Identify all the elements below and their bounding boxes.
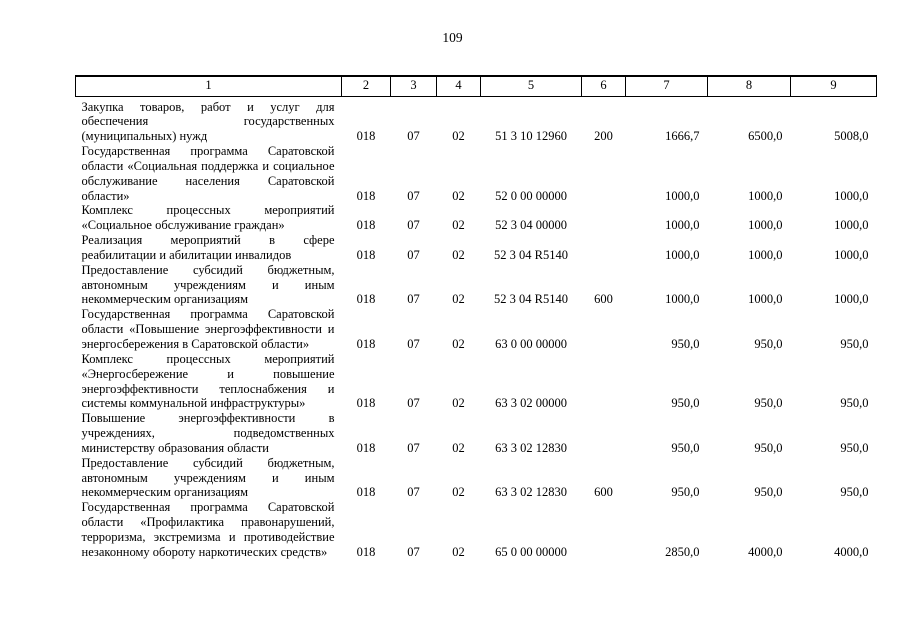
row-value-cell: 950,0 bbox=[671, 337, 700, 351]
row-value-cell: 018 bbox=[356, 337, 376, 351]
row-value-cell: 1000,0 bbox=[834, 218, 869, 233]
row-value-cell: 1000,0 bbox=[748, 292, 783, 307]
row-value-cell: 950,0 bbox=[754, 485, 783, 500]
row-value-cell: 63 0 00 00000 bbox=[495, 337, 567, 351]
row-value-cell: 02 bbox=[452, 485, 465, 500]
budget-table bbox=[75, 75, 877, 560]
row-name-cell: Государственная программа Саратовской области «Профилактика правонарушений, терроризма, экстремизма и противодействие незаконному обороту наркотических средств» bbox=[81, 500, 335, 559]
row-value-cell: 02 bbox=[452, 396, 465, 411]
row-name-cell: Комплекс процессных мероприятий «Социальное обслуживание граждан» bbox=[81, 203, 335, 233]
row-value-cell: 02 bbox=[452, 544, 465, 559]
row-value-cell: 950,0 bbox=[671, 440, 700, 455]
row-value-cell bbox=[582, 233, 626, 263]
row-value-cell bbox=[582, 500, 626, 559]
row-value-cell: 52 3 04 00000 bbox=[495, 218, 567, 233]
row-value-cell: 07 bbox=[407, 337, 420, 351]
row-value-cell: 1000,0 bbox=[748, 188, 783, 203]
row-value-cell: 1000,0 bbox=[834, 292, 869, 307]
row-value-cell: 950,0 bbox=[671, 485, 700, 500]
row-value-cell: 018 bbox=[356, 218, 376, 233]
column-header-5: 5 bbox=[481, 76, 582, 96]
row-value-cell bbox=[582, 352, 626, 411]
row-value-cell: 1000,0 bbox=[748, 218, 783, 233]
table-row bbox=[76, 233, 877, 263]
row-value-cell: 02 bbox=[452, 440, 465, 455]
row-name-cell: Реализация мероприятий в сфере реабилитации и абилитации инвалидов bbox=[81, 233, 335, 262]
row-name-cell: Предоставление субсидий бюджетным, автономным учреждениям и иным некоммерческим организациям bbox=[81, 262, 335, 307]
row-value-cell: 950,0 bbox=[840, 337, 869, 351]
row-value-cell: 600 bbox=[594, 292, 613, 307]
row-name-cell: Комплекс процессных мероприятий «Энергосбережение и повышение энергоэффективности теплоснабжения и системы коммунальной инфраструктуры» bbox=[81, 351, 335, 411]
row-value-cell: 600 bbox=[594, 485, 613, 500]
table-body bbox=[76, 96, 877, 560]
row-value-cell: 02 bbox=[452, 218, 465, 233]
row-value-cell: 200 bbox=[594, 129, 613, 144]
row-value-cell: 950,0 bbox=[840, 485, 869, 500]
row-value-cell: 65 0 00 00000 bbox=[495, 544, 567, 559]
table-row bbox=[76, 352, 877, 411]
row-value-cell: 018 bbox=[356, 247, 376, 262]
page-number: 109 bbox=[442, 30, 463, 45]
row-value-cell: 2850,0 bbox=[665, 544, 700, 559]
row-name-cell: Закупка товаров, работ и услуг для обеспечения государственных (муниципальных) нужд bbox=[81, 99, 335, 144]
row-value-cell: 5008,0 bbox=[834, 129, 869, 144]
table-row bbox=[76, 411, 877, 456]
row-value-cell: 1000,0 bbox=[665, 218, 700, 233]
row-value-cell: 02 bbox=[452, 188, 465, 203]
row-value-cell: 950,0 bbox=[671, 396, 700, 411]
row-value-cell: 02 bbox=[452, 292, 465, 307]
row-value-cell bbox=[582, 411, 626, 456]
row-value-cell: 1000,0 bbox=[665, 247, 700, 262]
row-value-cell: 6500,0 bbox=[748, 129, 783, 144]
row-value-cell: 07 bbox=[407, 292, 420, 307]
table-row bbox=[76, 96, 877, 144]
row-value-cell: 52 3 04 R5140 bbox=[494, 247, 568, 262]
column-header-7: 7 bbox=[626, 76, 708, 96]
row-value-cell: 950,0 bbox=[840, 440, 869, 455]
table-row bbox=[76, 456, 877, 501]
row-value-cell: 018 bbox=[356, 544, 376, 559]
row-value-cell: 1000,0 bbox=[665, 292, 700, 307]
column-header-1: 1 bbox=[76, 76, 342, 96]
table-header-row bbox=[76, 76, 877, 96]
row-value-cell: 4000,0 bbox=[748, 544, 783, 559]
row-value-cell: 018 bbox=[356, 188, 376, 203]
row-name-cell: Предоставление субсидий бюджетным, автономным учреждениям и иным некоммерческим организациям bbox=[81, 455, 335, 500]
row-value-cell: 950,0 bbox=[754, 337, 783, 351]
row-value-cell: 1000,0 bbox=[834, 188, 869, 203]
table-row bbox=[76, 203, 877, 233]
row-name-cell: Государственная программа Саратовской области «Повышение энергоэффективности и энергосбережения в Саратовской области» bbox=[81, 307, 335, 351]
row-value-cell: 1000,0 bbox=[748, 247, 783, 262]
column-header-3: 3 bbox=[391, 76, 437, 96]
row-value-cell: 4000,0 bbox=[834, 544, 869, 559]
row-value-cell: 018 bbox=[356, 440, 376, 455]
row-value-cell: 02 bbox=[452, 129, 465, 144]
row-value-cell: 52 0 00 00000 bbox=[495, 188, 567, 203]
table-row bbox=[76, 500, 877, 559]
row-value-cell: 018 bbox=[356, 396, 376, 411]
row-name-cell: Повышение энергоэффективности в учреждениях, подведомственных министерству образования области bbox=[81, 411, 335, 455]
row-value-cell: 018 bbox=[356, 485, 376, 500]
column-header-6: 6 bbox=[582, 76, 626, 96]
row-value-cell: 07 bbox=[407, 247, 420, 262]
row-value-cell: 07 bbox=[407, 485, 420, 500]
row-value-cell: 950,0 bbox=[840, 396, 869, 411]
row-name-cell: Государственная программа Саратовской области «Социальная поддержка и социальное обслуживание населения Саратовской области» bbox=[81, 144, 335, 203]
row-value-cell: 51 3 10 12960 bbox=[495, 129, 567, 144]
row-value-cell: 1666,7 bbox=[665, 129, 700, 144]
column-header-9: 9 bbox=[791, 76, 877, 96]
row-value-cell: 02 bbox=[452, 337, 465, 351]
row-value-cell: 63 3 02 12830 bbox=[495, 485, 567, 500]
row-value-cell: 1000,0 bbox=[834, 247, 869, 262]
column-header-4: 4 bbox=[437, 76, 481, 96]
row-value-cell bbox=[582, 203, 626, 233]
row-value-cell: 950,0 bbox=[754, 396, 783, 411]
table-row bbox=[76, 144, 877, 203]
row-value-cell: 07 bbox=[407, 129, 420, 144]
row-value-cell: 1000,0 bbox=[665, 188, 700, 203]
row-value-cell: 07 bbox=[407, 218, 420, 233]
row-value-cell: 07 bbox=[407, 188, 420, 203]
row-value-cell: 018 bbox=[356, 129, 376, 144]
column-header-2: 2 bbox=[342, 76, 391, 96]
row-value-cell: 02 bbox=[452, 247, 465, 262]
row-value-cell bbox=[582, 144, 626, 203]
column-header-8: 8 bbox=[708, 76, 791, 96]
table-row bbox=[76, 307, 877, 352]
row-value-cell: 52 3 04 R5140 bbox=[494, 292, 568, 307]
row-value-cell: 950,0 bbox=[754, 440, 783, 455]
row-value-cell: 63 3 02 12830 bbox=[495, 440, 567, 455]
row-value-cell: 07 bbox=[407, 544, 420, 559]
row-value-cell: 07 bbox=[407, 440, 420, 455]
row-value-cell bbox=[582, 307, 626, 352]
row-value-cell: 63 3 02 00000 bbox=[495, 396, 567, 411]
row-value-cell: 018 bbox=[356, 292, 376, 307]
table-row bbox=[76, 263, 877, 308]
row-value-cell: 07 bbox=[407, 396, 420, 411]
